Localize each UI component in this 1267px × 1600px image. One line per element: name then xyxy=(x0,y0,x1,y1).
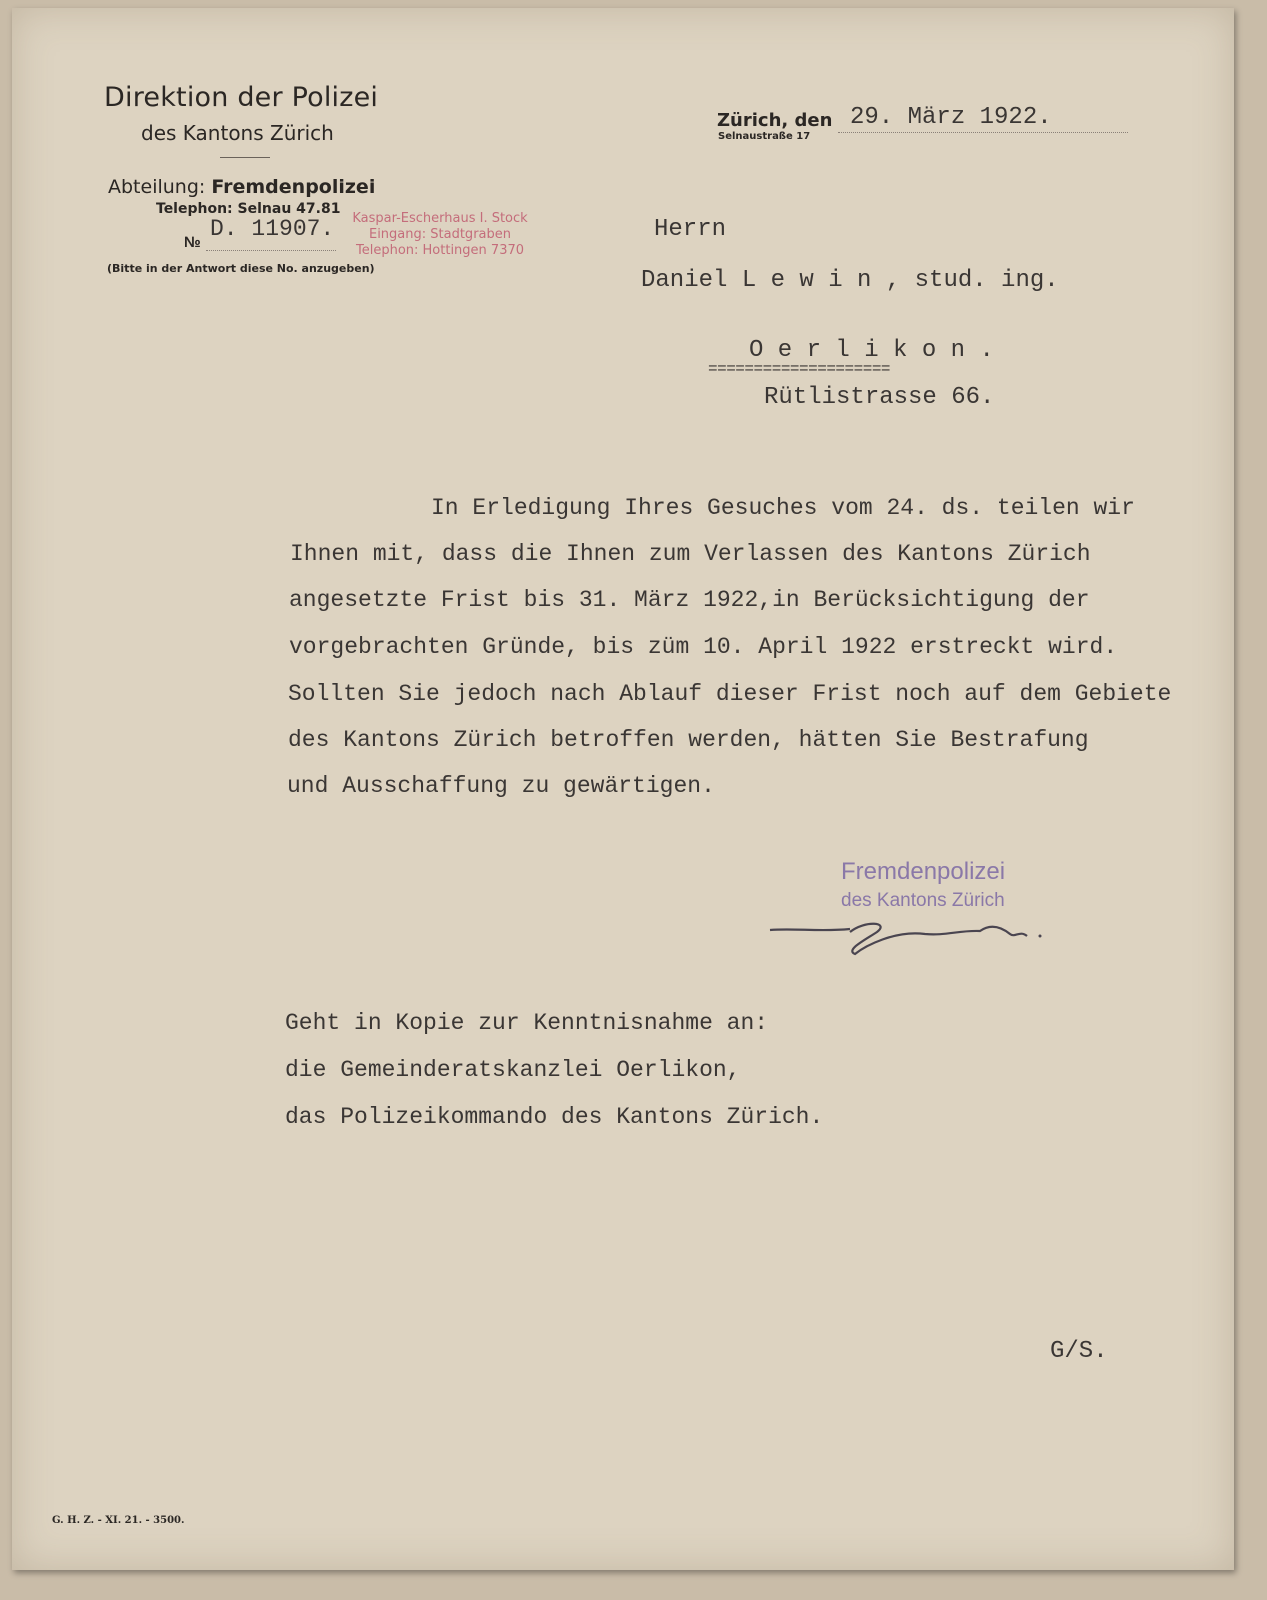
body-line: und Ausschaffung zu gewärtigen. xyxy=(287,773,715,799)
dateline-place: Zürich, den xyxy=(717,110,833,131)
recipient-city: O e r l i k o n . xyxy=(749,337,994,364)
number-symbol: № xyxy=(184,234,201,251)
body-line: vorgebrachten Gründe, bis züm 10. April 1922 erstreckt wird. xyxy=(289,634,1118,660)
copy-notice-line: das Polizeikommando des Kantons Zürich. xyxy=(285,1104,824,1130)
body-line: angesetzte Frist bis 31. März 1922,in Berücksichtigung der xyxy=(289,587,1090,613)
signature-stamp-subtitle: des Kantons Zürich xyxy=(841,890,1005,911)
dateline-date: 29. März 1922. xyxy=(850,104,1052,131)
address-stamp xyxy=(345,211,535,259)
signature-stamp-title: Fremdenpolizei xyxy=(841,858,1006,885)
address-stamp-line: Telephon: Hottingen 7370 xyxy=(355,243,525,258)
address-stamp-line: Eingang: Stadtgraben xyxy=(368,227,511,242)
recipient-name: Daniel L e w i n , stud. ing. xyxy=(641,267,1059,294)
copy-notice-line: Geht in Kopie zur Kenntnisnahme an: xyxy=(285,1010,769,1036)
reference-number: D. 11907. xyxy=(210,216,335,242)
dateline-dotted-line xyxy=(838,132,1128,133)
dateline-street: Selnaustraße 17 xyxy=(718,131,811,142)
telephone-number: Telephon: Selnau 47.81 xyxy=(156,201,341,217)
department-label: Abteilung: xyxy=(108,176,206,198)
department-line xyxy=(108,176,375,198)
department-name: Fremdenpolizei xyxy=(211,176,376,198)
reply-note: (Bitte in der Antwort diese No. anzugeben) xyxy=(107,262,375,275)
recipient-salutation: Herrn xyxy=(654,216,727,243)
body-line: Sollten Sie jedoch nach Ablauf dieser Frist noch auf dem Gebiete xyxy=(288,681,1172,707)
print-code: G. H. Z. - XI. 21. - 3500. xyxy=(52,1515,185,1526)
handwritten-signature xyxy=(765,916,1065,966)
reference-dotted-line xyxy=(206,250,336,251)
letterhead-divider xyxy=(220,157,270,158)
recipient-city-underline: ==================== xyxy=(708,360,891,378)
typist-initials: G/S. xyxy=(1050,1338,1108,1365)
copy-notice-line: die Gemeinderatskanzlei Oerlikon, xyxy=(285,1057,741,1083)
recipient-street: Rütlistrasse 66. xyxy=(764,384,995,411)
letterhead-subtitle: des Kantons Zürich xyxy=(141,121,334,145)
address-stamp-line: Kaspar-Escherhaus I. Stock xyxy=(352,211,528,226)
body-line: des Kantons Zürich betroffen werden, hätten Sie Bestrafung xyxy=(288,727,1089,753)
body-line: Ihnen mit, dass die Ihnen zum Verlassen des Kantons Zürich xyxy=(290,541,1091,567)
body-line: In Erledigung Ihres Gesuches vom 24. ds. teilen wir xyxy=(431,495,1135,521)
letterhead-title: Direktion der Polizei xyxy=(104,82,379,113)
